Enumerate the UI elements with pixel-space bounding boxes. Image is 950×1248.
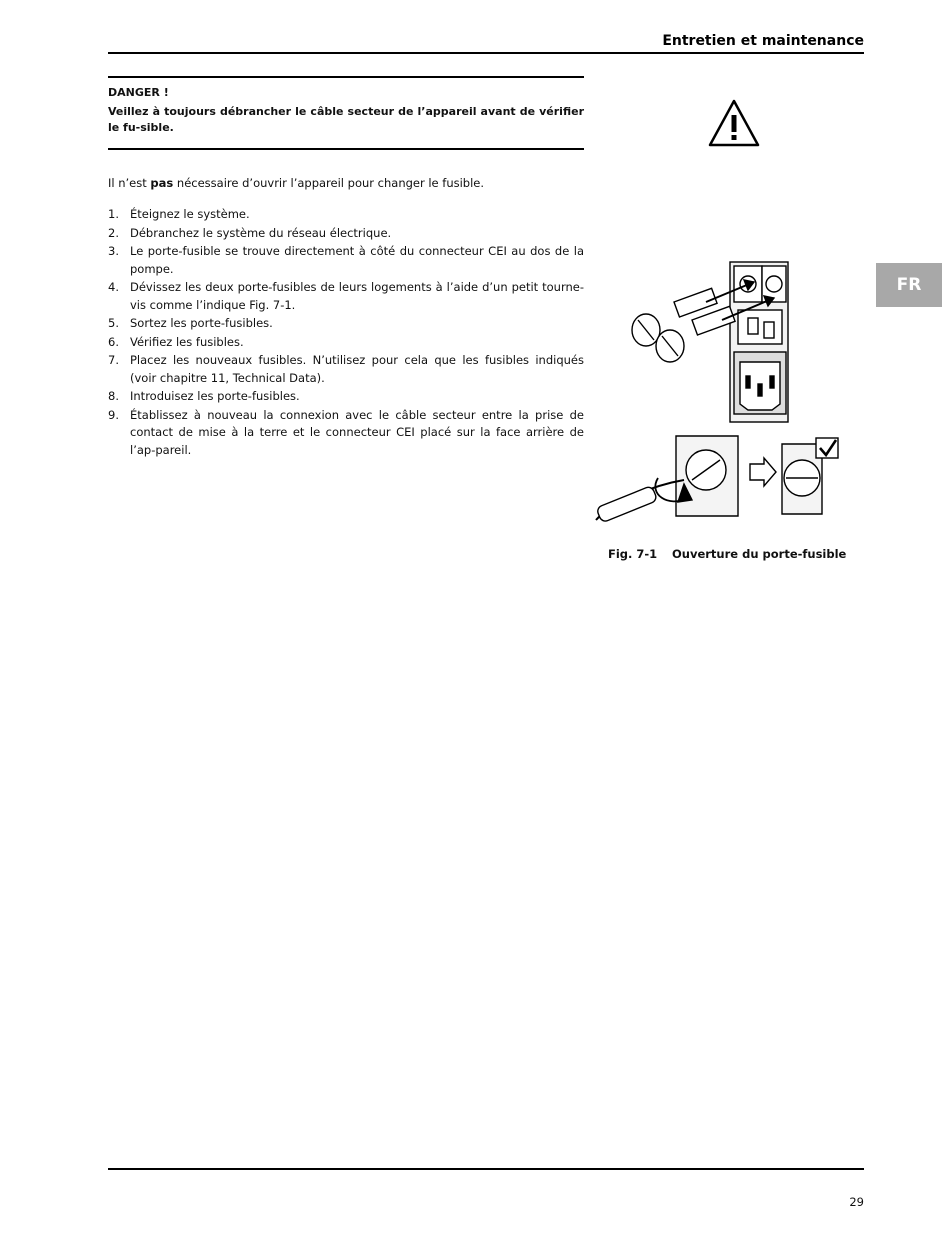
step-text: Introduisez les porte-fusibles.: [130, 389, 300, 403]
step-text: Vérifiez les fusibles.: [130, 334, 244, 349]
step-text: Sortez les porte-fusibles.: [130, 316, 273, 330]
danger-text: Veillez à toujours débrancher le câble secteur de l’appareil avant de vérifier le fu-sible.: [108, 105, 584, 134]
step-text: Dévissez les deux porte-fusibles de leurs logements à l’aide d’un petit tourne-vis comme l’indique Fig. 7-1.: [130, 280, 584, 312]
figure-title: Ouverture du porte-fusible: [672, 547, 847, 561]
step-number: 9.: [108, 407, 119, 422]
language-tab[interactable]: FR: [876, 263, 942, 307]
step-number: 3.: [108, 244, 119, 258]
footer-rule: [108, 1168, 864, 1170]
list-item: [108, 225, 584, 243]
list-item: [108, 206, 584, 224]
list-item: [108, 334, 584, 352]
danger-notice: [108, 76, 584, 136]
step-text: Débranchez le système du réseau électrique.: [130, 225, 392, 240]
section-title: Entretien et maintenance: [662, 33, 864, 49]
list-item: [108, 388, 584, 406]
step-text: Établissez à nouveau la connexion avec le câble secteur entre la prise de contact de mise à la terre et le connecteur CEI placé sur la face arrière de l’ap-pareil.: [130, 407, 584, 457]
intro-bold: pas: [150, 176, 174, 190]
list-item: [108, 407, 584, 460]
figure-label: Fig. 7-1: [608, 547, 658, 561]
danger-bottom-rule: [108, 148, 584, 150]
step-number: 7.: [108, 353, 119, 367]
step-number: 2.: [108, 225, 119, 240]
step-number: 6.: [108, 334, 119, 349]
danger-title: DANGER !: [108, 86, 169, 99]
step-text: Le porte-fusible se trouve directement à côté du connecteur CEI au dos de la pompe.: [130, 244, 584, 276]
step-number: 5.: [108, 316, 119, 330]
intro-paragraph: [108, 176, 584, 190]
figure-caption: [608, 547, 846, 561]
intro-before: Il n’est: [108, 176, 151, 190]
page-number: 29: [849, 1195, 864, 1209]
list-item: [108, 315, 584, 333]
checkmark-icon: [816, 438, 838, 458]
list-item: [108, 352, 584, 387]
warning-triangle-icon: [708, 98, 760, 148]
step-text: Éteignez le système.: [130, 207, 250, 221]
intro-after: nécessaire d’ouvrir l’appareil pour changer le fusible.: [173, 176, 485, 190]
steps-list: [108, 206, 584, 460]
step-text: Placez les nouveaux fusibles. N’utilisez pour cela que les fusibles indiqués (voir chapitre 11, Technical Data).: [130, 353, 584, 385]
step-number: 1.: [108, 207, 119, 221]
fuse-holder-illustration: [588, 258, 844, 544]
step-number: 8.: [108, 389, 119, 403]
list-item: [108, 243, 584, 278]
list-item: [108, 279, 584, 314]
step-number: 4.: [108, 280, 119, 294]
header-rule: [108, 52, 864, 54]
